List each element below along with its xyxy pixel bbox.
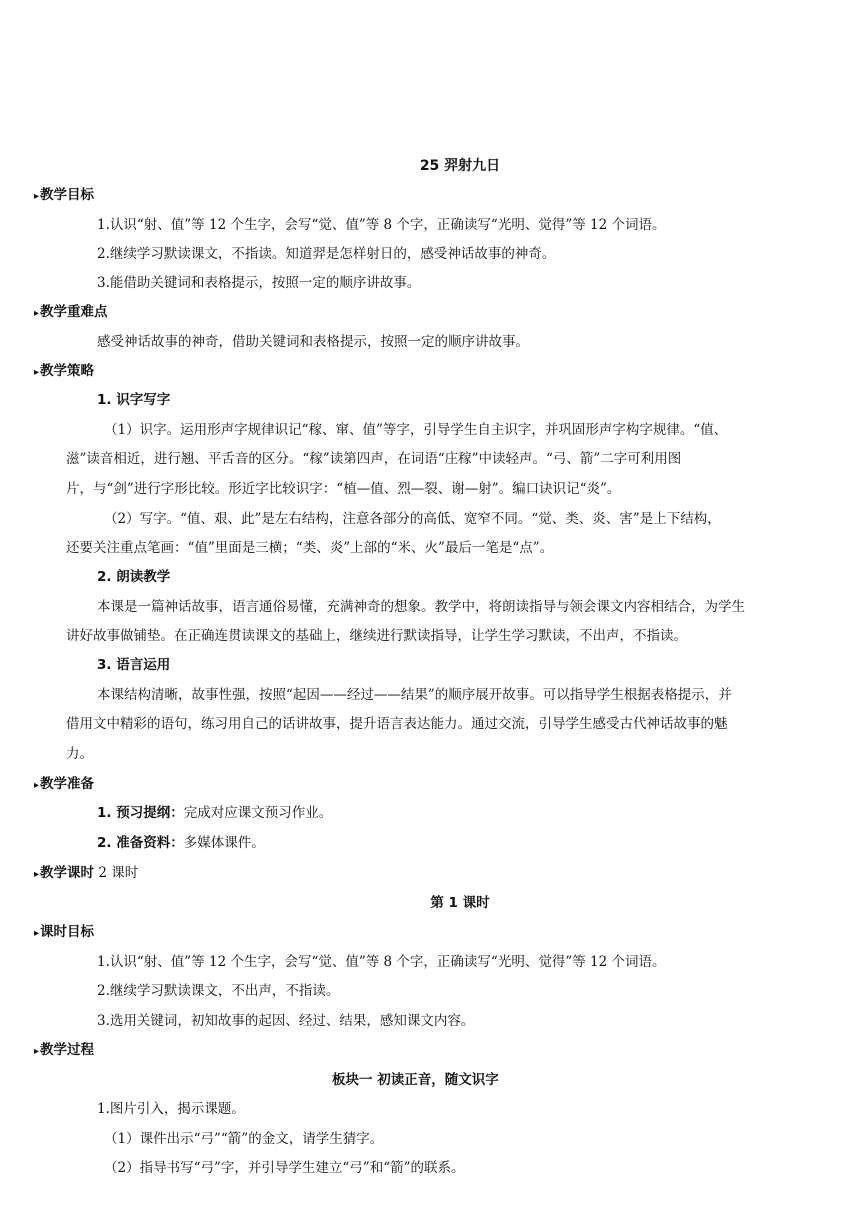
- class-hours-value: 2 课时: [94, 865, 139, 881]
- heading-teaching-process: ▸教学过程: [34, 1042, 95, 1058]
- key-points-text: 感受神话故事的神奇，借助关键词和表格提示，按照一定的顺序讲故事。: [97, 334, 529, 350]
- process-item: 1.图片引入，揭示课题。: [97, 1101, 245, 1117]
- strategy-paragraph-line: 讲好故事做铺垫。在正确连贯读课文的基础上，继续进行默读指导，让学生学习默读，不出声，不指读。: [66, 628, 687, 644]
- triangle-marker-icon: ▸: [34, 780, 40, 791]
- lesson-title: 25 羿射九日: [419, 158, 501, 174]
- strategy-subheading: 2. 朗读教学: [97, 569, 171, 585]
- heading-strategy: ▸教学策略: [34, 363, 95, 379]
- triangle-marker-icon: ▸: [34, 869, 40, 880]
- strategy-paragraph-line: 借用文中精彩的语句，练习用自己的话讲故事，提升语言表达能力。通过交流，引导学生感受古代神话故事的魅: [66, 716, 728, 732]
- process-item: （2）指导书写“弓”字，并引导学生建立“弓”和“箭”的联系。: [104, 1160, 465, 1176]
- period-goal-item: 2.继续学习默读课文，不出声，不指读。: [97, 983, 340, 999]
- period-title: 第 1 课时: [430, 895, 490, 911]
- strategy-paragraph-line: 片，与“剑”进行字形比较。形近字比较识字：“植—值、烈—裂、谢—射”。编口诀识记“炎”。: [66, 481, 621, 497]
- triangle-marker-icon: ▸: [34, 367, 40, 378]
- triangle-marker-icon: ▸: [34, 928, 40, 939]
- goal-item: 2.继续学习默读课文，不指读。知道羿是怎样射日的，感受神话故事的神奇。: [97, 246, 556, 262]
- triangle-marker-icon: ▸: [34, 1046, 40, 1057]
- triangle-marker-icon: ▸: [34, 308, 40, 319]
- process-item: （1）课件出示“弓”“箭”的金文，请学生猜字。: [104, 1131, 384, 1147]
- strategy-paragraph-line: 本课是一篇神话故事，语言通俗易懂，充满神奇的想象。教学中，将朗读指导与领会课文内容相结合，为学生: [97, 599, 745, 615]
- heading-class-hours: ▸教学课时 2 课时: [34, 865, 139, 881]
- heading-period-goals: ▸课时目标: [34, 924, 95, 940]
- goal-item: 1.认识“射、值”等 12 个生字，会写“觉、值”等 8 个字，正确读写“光明、觉得”等 12 个词语。: [97, 217, 666, 233]
- goal-item: 3.能借助关键词和表格提示，按照一定的顺序讲故事。: [97, 275, 421, 291]
- strategy-paragraph-line: 力。: [66, 746, 93, 762]
- preparation-item: 2. 准备资料：多媒体课件。: [97, 835, 265, 851]
- period-goal-item: 3.选用关键词，初知故事的起因、经过、结果，感知课文内容。: [97, 1013, 475, 1029]
- strategy-paragraph-line: （1）识字。运用形声字规律识记“稼、窜、值”等字，引导学生自主识字，并巩固形声字构字规律。“值、: [104, 422, 728, 438]
- triangle-marker-icon: ▸: [34, 191, 40, 202]
- preparation-item: 1. 预习提纲：完成对应课文预习作业。: [97, 805, 333, 821]
- heading-preparation: ▸教学准备: [34, 776, 95, 792]
- block-title: 板块一 初读正音，随文识字: [332, 1072, 499, 1088]
- period-goal-item: 1.认识“射、值”等 12 个生字，会写“觉、值”等 8 个字，正确读写“光明、觉得”等 12 个词语。: [97, 954, 666, 970]
- strategy-paragraph-line: 滋”读音相近，进行翘、平舌音的区分。“稼”读第四声，在词语“庄稼”中读轻声。“弓、箭”二字可利用图: [66, 451, 682, 467]
- strategy-subheading: 1. 识字写字: [97, 392, 171, 408]
- strategy-subheading: 3. 语言运用: [97, 657, 171, 673]
- heading-teaching-goals: ▸教学目标: [34, 187, 95, 203]
- strategy-paragraph-line: 本课结构清晰，故事性强，按照“起因——经过——结果”的顺序展开故事。可以指导学生根据表格提示，并: [97, 687, 732, 703]
- heading-key-points: ▸教学重难点: [34, 304, 108, 320]
- strategy-paragraph-line: （2）写字。“值、艰、此”是左右结构，注意各部分的高低、宽窄不同。“觉、类、炎、害”是上下结构，: [104, 511, 721, 527]
- strategy-paragraph-line: 还要关注重点笔画：“值”里面是三横；“类、炎”上部的“米、火”最后一笔是“点”。: [66, 540, 554, 556]
